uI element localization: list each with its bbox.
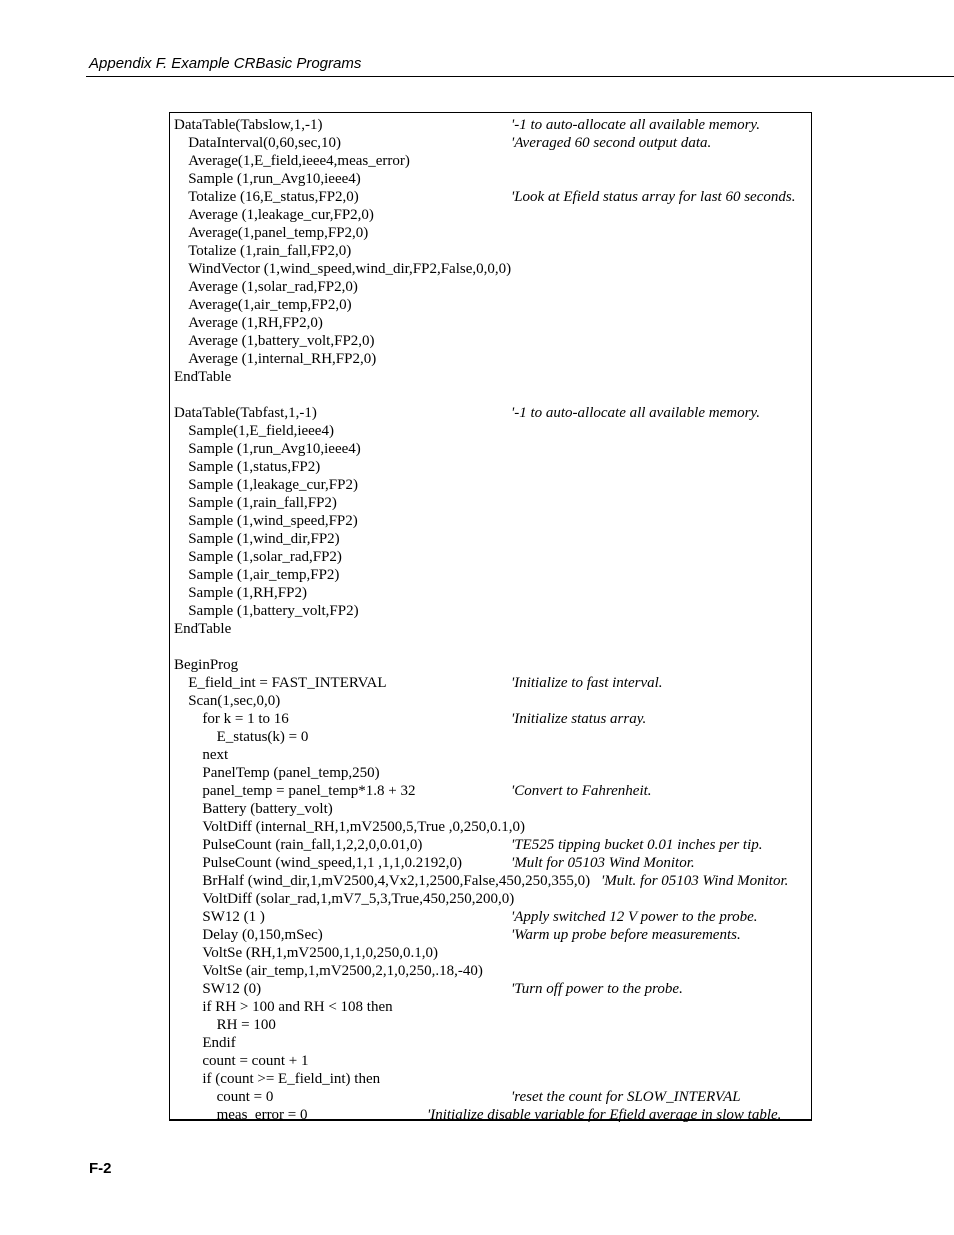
code-statement: Totalize (1,rain_fall,FP2,0): [188, 243, 352, 259]
code-line: [170, 944, 811, 962]
code-statement: DataTable(Tabslow,1,-1): [174, 117, 323, 133]
code-line: [170, 224, 811, 242]
code-line: [170, 1016, 811, 1034]
code-statement: if RH > 100 and RH < 108 then: [202, 999, 393, 1015]
code-statement: Totalize (16,E_status,FP2,0): [188, 189, 359, 205]
code-statement: Average(1,panel_temp,FP2,0): [188, 225, 369, 241]
code-line: [170, 296, 811, 314]
code-statement: E_status(k) = 0: [216, 729, 309, 745]
code-line: [170, 908, 811, 926]
code-statement: DataInterval(0,60,sec,10): [188, 135, 342, 151]
code-statement: Sample (1,RH,FP2): [188, 585, 307, 601]
code-comment: 'reset the count for SLOW_INTERVAL: [511, 1089, 741, 1105]
code-line: [170, 782, 811, 800]
code-statement: Sample (1,status,FP2): [188, 459, 321, 475]
code-statement: VoltSe (air_temp,1,mV2500,2,1,0,250,.18,-40): [202, 963, 483, 979]
code-line: [170, 170, 811, 188]
page-number: F-2: [89, 1160, 112, 1177]
code-line: [170, 1034, 811, 1052]
code-line: [170, 890, 811, 908]
code-line: [170, 512, 811, 530]
code-comment: 'Mult for 05103 Wind Monitor.: [511, 855, 695, 871]
code-line: [170, 1052, 811, 1070]
code-statement: BrHalf (wind_dir,1,mV2500,4,Vx2,1,2500,False,450,250,355,0): [202, 873, 591, 889]
code-statement: Battery (battery_volt): [202, 801, 333, 817]
page-header-title: Appendix F. Example CRBasic Programs: [89, 55, 362, 72]
code-statement: Delay (0,150,mSec): [202, 927, 323, 943]
code-line: [170, 188, 811, 206]
code-comment: 'Warm up probe before measurements.: [511, 927, 741, 943]
code-statement: Sample (1,rain_fall,FP2): [188, 495, 337, 511]
code-statement: Sample (1,run_Avg10,ieee4): [188, 441, 361, 457]
code-statement: WindVector (1,wind_speed,wind_dir,FP2,False,0,0,0): [188, 261, 512, 277]
code-comment: 'Initialize disable variable for Efield average in slow table.: [427, 1107, 782, 1123]
code-comment: 'Turn off power to the probe.: [511, 981, 683, 997]
code-line: [170, 278, 811, 296]
code-statement: Average (1,RH,FP2,0): [188, 315, 323, 331]
code-line: [170, 638, 811, 656]
code-comment: 'Mult. for 05103 Wind Monitor.: [601, 873, 789, 889]
code-line: [170, 116, 811, 134]
code-line: [170, 602, 811, 620]
header-divider: [86, 76, 954, 77]
code-statement: Average(1,air_temp,FP2,0): [188, 297, 352, 313]
code-line: [170, 422, 811, 440]
code-line: [170, 476, 811, 494]
code-comment: 'TE525 tipping bucket 0.01 inches per tip.: [511, 837, 763, 853]
code-line: [170, 332, 811, 350]
code-statement: Average (1,leakage_cur,FP2,0): [188, 207, 374, 223]
code-statement: VoltSe (RH,1,mV2500,1,1,0,250,0.1,0): [202, 945, 438, 961]
code-line: [170, 584, 811, 602]
code-line: [170, 440, 811, 458]
code-statement: PanelTemp (panel_temp,250): [202, 765, 380, 781]
code-statement: count = count + 1: [202, 1053, 309, 1069]
code-line: [170, 152, 811, 170]
code-statement: if (count >= E_field_int) then: [202, 1071, 381, 1087]
code-statement: Sample (1,battery_volt,FP2): [188, 603, 359, 619]
code-line: [170, 872, 811, 890]
code-statement: Sample(1,E_field,ieee4): [188, 423, 334, 439]
code-line: [170, 1088, 811, 1106]
code-line: [170, 368, 811, 386]
code-line: [170, 458, 811, 476]
code-statement: Sample (1,wind_speed,FP2): [188, 513, 358, 529]
code-statement: Sample (1,air_temp,FP2): [188, 567, 340, 583]
code-statement: Sample (1,leakage_cur,FP2): [188, 477, 358, 493]
code-statement: next: [202, 747, 229, 763]
code-statement: for k = 1 to 16: [202, 711, 289, 727]
code-comment: 'Convert to Fahrenheit.: [511, 783, 652, 799]
code-statement: BeginProg: [174, 657, 239, 673]
code-line: [170, 854, 811, 872]
code-line: [170, 728, 811, 746]
code-line: [170, 620, 811, 638]
code-comment: 'Initialize status array.: [511, 711, 647, 727]
code-line: [170, 566, 811, 584]
code-line: [170, 800, 811, 818]
code-line: [170, 692, 811, 710]
code-statement: PulseCount (rain_fall,1,2,2,0,0.01,0): [202, 837, 423, 853]
code-statement: Average(1,E_field,ieee4,meas_error): [188, 153, 410, 169]
code-line: [170, 548, 811, 566]
code-statement: SW12 (0): [202, 981, 262, 997]
code-statement: VoltDiff (internal_RH,1,mV2500,5,True ,0,250,0.1,0): [202, 819, 526, 835]
code-line: [170, 674, 811, 692]
code-comment: '-1 to auto-allocate all available memory.: [511, 405, 760, 421]
code-comment: '-1 to auto-allocate all available memory.: [511, 117, 760, 133]
code-line: [170, 926, 811, 944]
code-line: [170, 242, 811, 260]
code-statement: meas_error = 0: [216, 1107, 308, 1123]
code-line: [170, 962, 811, 980]
code-line: [170, 350, 811, 368]
code-statement: Sample (1,solar_rad,FP2): [188, 549, 342, 565]
code-line: [170, 404, 811, 422]
code-comment: 'Averaged 60 second output data.: [511, 135, 712, 151]
code-comment: 'Initialize to fast interval.: [511, 675, 663, 691]
code-line: [170, 818, 811, 836]
code-line: [170, 1106, 811, 1124]
code-line: [170, 710, 811, 728]
code-statement: EndTable: [174, 621, 232, 637]
code-statement: Scan(1,sec,0,0): [188, 693, 281, 709]
code-line: [170, 260, 811, 278]
code-statement: VoltDiff (solar_rad,1,mV7_5,3,True,450,250,200,0): [202, 891, 515, 907]
code-statement: Average (1,battery_volt,FP2,0): [188, 333, 375, 349]
code-line: [170, 314, 811, 332]
code-statement: PulseCount (wind_speed,1,1 ,1,1,0.2192,0): [202, 855, 462, 871]
code-line: [170, 134, 811, 152]
code-line: [170, 836, 811, 854]
code-statement: Average (1,internal_RH,FP2,0): [188, 351, 377, 367]
code-comment: 'Look at Efield status array for last 60 seconds.: [511, 189, 796, 205]
code-listing-box: [169, 112, 812, 1121]
code-line: [170, 980, 811, 998]
code-line: [170, 494, 811, 512]
code-comment: 'Apply switched 12 V power to the probe.: [511, 909, 758, 925]
code-line: [170, 386, 811, 404]
code-statement: EndTable: [174, 369, 232, 385]
code-statement: count = 0: [216, 1089, 274, 1105]
code-statement: panel_temp = panel_temp*1.8 + 32: [202, 783, 416, 799]
code-line: [170, 764, 811, 782]
code-statement: Endif: [202, 1035, 236, 1051]
code-line: [170, 530, 811, 548]
code-statement: DataTable(Tabfast,1,-1): [174, 405, 317, 421]
code-line: [170, 206, 811, 224]
code-statement: Sample (1,run_Avg10,ieee4): [188, 171, 361, 187]
code-line: [170, 1070, 811, 1088]
code-line: [170, 998, 811, 1016]
code-statement: Sample (1,wind_dir,FP2): [188, 531, 340, 547]
code-statement: SW12 (1 ): [202, 909, 265, 925]
code-line: [170, 746, 811, 764]
code-line: [170, 656, 811, 674]
code-statement: Average (1,solar_rad,FP2,0): [188, 279, 358, 295]
code-statement: E_field_int = FAST_INTERVAL: [188, 675, 387, 691]
code-statement: RH = 100: [216, 1017, 276, 1033]
